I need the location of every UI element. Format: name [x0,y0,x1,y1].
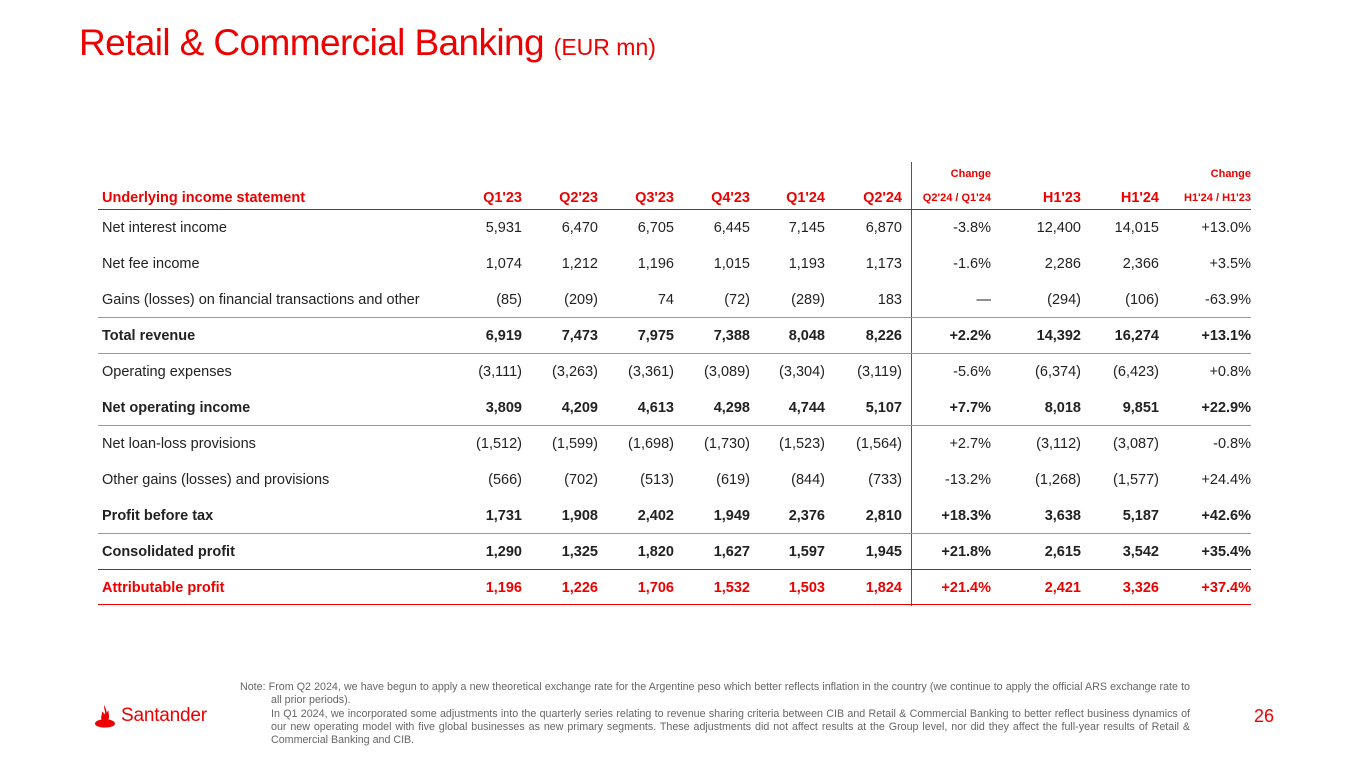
table-cell: 7,473 [522,318,598,354]
table-header-row [98,187,1266,210]
table-cell: 1,173 [865,256,902,272]
table-row [98,498,1266,534]
table-cell: 2,615 [991,534,1081,570]
table-cell: 5,107 [825,390,902,426]
table-cell: (1,577) [1113,472,1159,488]
table-cell: (3,304) [779,364,825,380]
table-cell: 1,731 [444,498,522,534]
table-row [98,462,1266,498]
table-cell: 1,949 [674,498,750,534]
table-cell: 1,503 [750,570,825,606]
note-exchange-rate: Note: From Q2 2024, we have begun to apply a new theoretical exchange rate for the Argentine peso which better reflects inflation in the country (we continue to apply the official ARS exchange rate to all prior periods). [240,681,1190,706]
table-cell: (85) [444,282,522,318]
table-cell: 1,532 [674,570,750,606]
table-cell: 1,945 [825,534,902,570]
table-cell: (513) [640,472,674,488]
title-main: Retail & Commercial Banking [79,22,544,63]
header-cell: Q2'24 [825,187,902,210]
table-cell: (844) [791,472,825,488]
table-cell: 4,744 [750,390,825,426]
table-cell: 2,421 [991,570,1081,606]
header-cell: H1'24 / H1'23 [1159,187,1251,210]
table-row [98,534,1266,570]
table-cell: (3,119) [857,364,902,380]
table-cell: — [902,282,991,318]
table-cell: -63.9% [1159,282,1251,318]
table-cell: +3.5% [1209,256,1251,272]
table-cell: +13.0% [1201,220,1251,236]
change-label-quarterly: Change [950,168,991,180]
table-cell: +7.7% [902,390,991,426]
table-cell: 1,015 [713,256,750,272]
table-cell: 3,809 [444,390,522,426]
table-cell: (3,361) [628,364,674,380]
table-cell: (702) [564,472,598,488]
table-cell: (209) [522,282,598,318]
row-label: Attributable profit [98,570,444,606]
table-cell: -13.2% [945,472,991,488]
table-cell: 1,196 [637,256,674,272]
row-label: Net fee income [102,256,200,272]
table-cell: +2.2% [902,318,991,354]
table-cell: 1,196 [444,570,522,606]
table-cell: 74 [598,282,674,318]
header-cell: Q2'24 / Q1'24 [902,187,991,210]
header-cell: H1'24 [1081,187,1159,210]
table-cell: (3,111) [478,364,522,380]
header-cell: Q1'23 [444,187,522,210]
table-row [98,570,1266,606]
table-cell: (1,523) [779,436,825,452]
row-label: Net operating income [98,390,444,426]
table-cell: (289) [750,282,825,318]
table-cell: -3.8% [953,220,991,236]
row-label: Total revenue [98,318,444,354]
table-cell: (1,730) [704,436,750,452]
table-cell: (72) [674,282,750,318]
table-cell: 14,392 [991,318,1081,354]
table-cell: 6,919 [444,318,522,354]
header-cell: Q2'23 [522,187,598,210]
title-unit: (EUR mn) [553,34,656,60]
flame-icon [93,704,117,728]
table-cell: (3,089) [704,364,750,380]
table-cell: -1.6% [953,256,991,272]
table-cell: 2,402 [598,498,674,534]
table-cell: -0.8% [1213,436,1251,452]
table-cell: 6,705 [637,220,674,236]
change-header-row [98,162,1266,187]
table-cell: 1,212 [561,256,598,272]
table-cell: +42.6% [1159,498,1251,534]
table-cell: 8,226 [825,318,902,354]
header-cell: Underlying income statement [98,187,444,210]
table-cell: 12,400 [1036,220,1081,236]
table-cell: 2,810 [825,498,902,534]
table-cell: 6,445 [713,220,750,236]
table-cell: 5,931 [485,220,522,236]
row-label: Gains (losses) on financial transactions and other [98,282,444,318]
table-cell: (733) [868,472,902,488]
table-cell: (1,268) [1035,472,1081,488]
row-label: Net loan-loss provisions [102,436,256,452]
table-cell: (6,423) [1113,364,1159,380]
table-cell: +22.9% [1159,390,1251,426]
table-cell: 14,015 [1114,220,1159,236]
table-body [98,210,1266,605]
table-cell: +18.3% [902,498,991,534]
table-cell: +21.4% [902,570,991,606]
table-cell: +13.1% [1159,318,1251,354]
page-number: 26 [1254,706,1275,726]
table-cell: 1,325 [522,534,598,570]
row-label: Other gains (losses) and provisions [102,472,330,488]
table-cell: 8,048 [750,318,825,354]
table-cell: 1,226 [522,570,598,606]
table-cell: (3,112) [1036,436,1081,452]
footnotes [240,681,1190,747]
table-cell: (3,263) [552,364,598,380]
table-cell: (6,374) [1035,364,1081,380]
table-cell: 1,908 [522,498,598,534]
table-cell: 2,376 [750,498,825,534]
table-cell: (294) [991,282,1081,318]
table-cell: 6,470 [561,220,598,236]
table-cell: -5.6% [953,364,991,380]
table-row [98,426,1266,462]
table-cell: 1,290 [444,534,522,570]
header-cell: H1'23 [991,187,1081,210]
row-label: Net interest income [102,220,227,236]
table-cell: 1,706 [598,570,674,606]
table-row [98,282,1266,318]
table-cell: 3,326 [1081,570,1159,606]
table-cell: 1,597 [750,534,825,570]
table-cell: 2,286 [1044,256,1081,272]
table-cell: (619) [716,472,750,488]
table-cell: 7,145 [788,220,825,236]
table-cell: 5,187 [1081,498,1159,534]
row-label: Profit before tax [98,498,444,534]
table-row [98,390,1266,426]
table-row [98,318,1266,354]
header-cell: Q4'23 [674,187,750,210]
table-cell: (566) [488,472,522,488]
table-cell: 4,209 [522,390,598,426]
santander-logo [93,703,207,729]
table-row [98,246,1266,282]
change-label-half-year: Change [1210,168,1251,180]
table-cell: (1,698) [628,436,674,452]
table-cell: 6,870 [865,220,902,236]
logo-text: Santander [121,705,207,726]
table-cell: 16,274 [1081,318,1159,354]
table-cell: (1,599) [552,436,598,452]
header-cell: Q1'24 [750,187,825,210]
table-cell: (1,564) [856,436,902,452]
table-cell: 2,366 [1122,256,1159,272]
row-label: Operating expenses [102,364,232,380]
table-cell: (106) [1081,282,1159,318]
income-statement-table [98,162,1266,605]
note-adjustments: In Q1 2024, we incorporated some adjustments into the quarterly series relating to revenue sharing criteria between CIB and Retail & Commercial Banking to better reflect business dynamics of our new operating model with five global businesses as new primary segments. These adjustments did not affect results at the Group level, nor did they affect the full-year results of Retail & Commercial Banking and CIB. [271,708,1190,746]
row-label: Consolidated profit [98,534,444,570]
table-cell: 4,298 [674,390,750,426]
table-cell: 1,824 [825,570,902,606]
table-cell: 183 [825,282,902,318]
table-cell: 3,638 [991,498,1081,534]
table-cell: 1,627 [674,534,750,570]
table-cell: +24.4% [1201,472,1251,488]
table-cell: +2.7% [949,436,991,452]
table-cell: +0.8% [1209,364,1251,380]
table-cell: 7,975 [598,318,674,354]
page-title [79,22,656,64]
header-cell: Q3'23 [598,187,674,210]
table-row [98,354,1266,390]
table-cell: 1,193 [788,256,825,272]
table-cell: +35.4% [1159,534,1251,570]
table-cell: (3,087) [1113,436,1159,452]
table-cell: +21.8% [902,534,991,570]
table-cell: 8,018 [991,390,1081,426]
table-cell: +37.4% [1159,570,1251,606]
table-cell: 4,613 [598,390,674,426]
table-cell: 7,388 [674,318,750,354]
table-row [98,210,1266,246]
table-cell: (1,512) [476,436,522,452]
table-cell: 3,542 [1081,534,1159,570]
table-cell: 1,074 [485,256,522,272]
table-cell: 9,851 [1081,390,1159,426]
table-cell: 1,820 [598,534,674,570]
